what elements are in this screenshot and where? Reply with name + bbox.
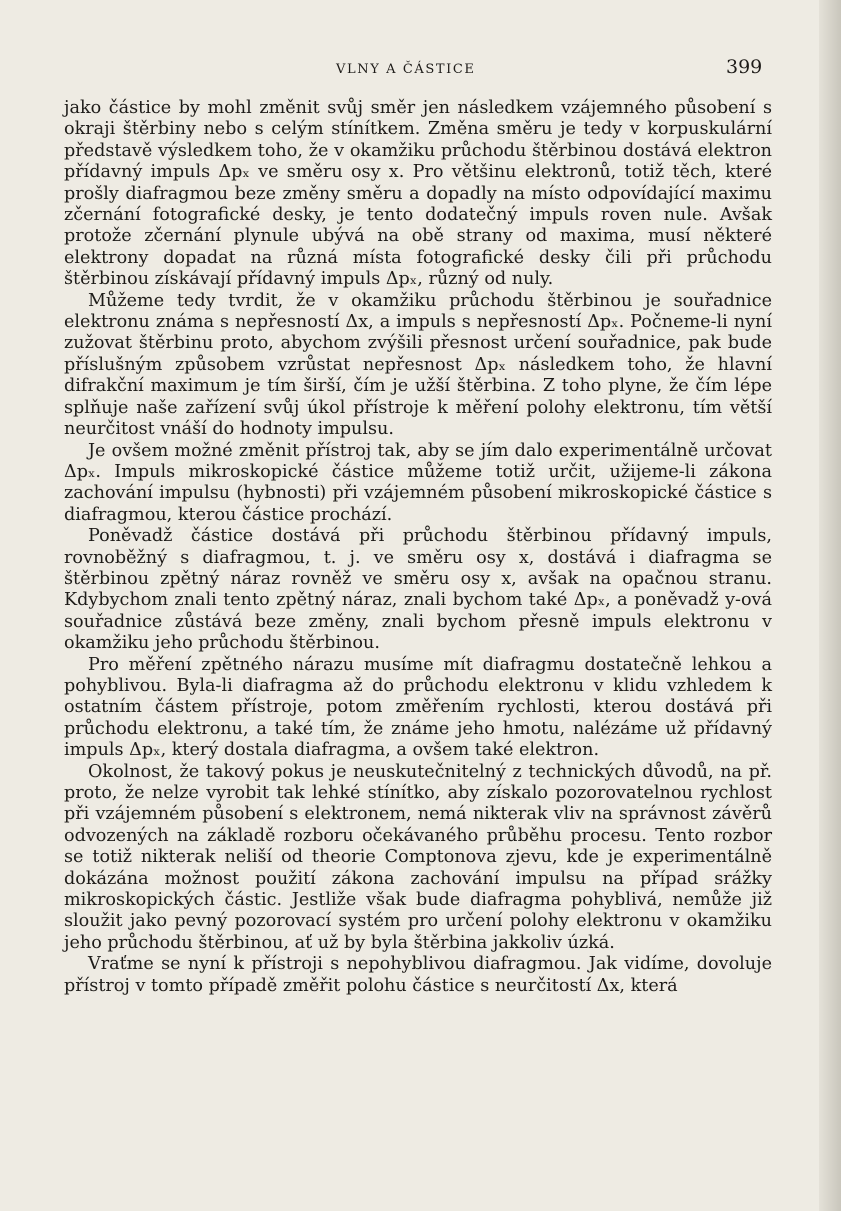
paragraph: Můžeme tedy tvrdit, že v okamžiku průchodu štěrbinou je souřadnice elektronu známa s nepřesností Δx, a impuls s nepřesností Δpₓ. Počneme-li nyní zužovat štěrbinu proto, abychom zvýšili přesnost určení souřadnice, pak bude příslušným způsobem vzrůstat nepřesnost Δpₓ následkem toho, že hlavní difrakční maximum je tím širší, čím je užší štěrbina. Z toho plyne, že čím lépe splňuje naše zařízení svůj úkol přístroje k měření polohy elektronu, tím větší neurčitost vnáší do hodnoty impulsu.: [64, 290, 772, 440]
paragraph: Okolnost, že takový pokus je neuskutečnitelný z technických důvodů, na př. proto, že nelze vyrobit tak lehké stínítko, aby získalo pozorovatelnou rychlost při vzájemném působení s elektronem, nemá nikterak vliv na správnost závěrů odvozených na základě rozboru očekávaného průběhu procesu. Tento rozbor se totiž nikterak neliší od theorie Comptonova zjevu, kde je experimentálně dokázána možnost použití zákona zachování impulsu na případ srážky mikroskopických částic. Jestliže však bude diafragma pohyblivá, nemůže již sloužit jako pevný pozorovací systém pro určení polohy elektronu v okamžiku jeho průchodu štěrbinou, ať už by byla štěrbina jakkoliv úzká.: [64, 761, 772, 953]
paragraph: Je ovšem možné změnit přístroj tak, aby se jím dalo experimentálně určovat Δpₓ. Impuls mikroskopické částice můžeme totiž určit, užijeme-li zákona zachování impulsu (hybnosti) při vzájemném působení mikroskopické částice s diafragmou, kterou částice prochází.: [64, 440, 772, 525]
page-edge-shadow: [819, 0, 841, 1211]
page-number: 399: [726, 56, 763, 78]
paragraph: Pro měření zpětného nárazu musíme mít diafragmu dostatečně lehkou a pohyblivou. Byla-li diafragma až do průchodu elektronu v klidu vzhledem k ostatním částem přístroje, potom změřením rychlosti, kterou dostává při průchodu elektronu, a také tím, že známe jeho hmotu, nalézáme už přídavný impuls Δpₓ, který dostala diafragma, a ovšem také elektron.: [64, 654, 772, 761]
paragraph: jako částice by mohl změnit svůj směr jen následkem vzájemného působení s okraji štěrbiny nebo s celým stínítkem. Změna směru je tedy v korpuskulární představě výsledkem toho, že v okamžiku průchodu štěrbinou dostává elektron přídavný impuls Δpₓ ve směru osy x. Pro většinu elektronů, totiž těch, které prošly diafragmou beze změny směru a dopadly na místo odpovídající maximu zčernání fotografické desky, je tento dodatečný impuls roven nule. Avšak protože zčernání plynule ubývá na obě strany od maxima, musí některé elektrony dopadat na různá místa fotografické desky čili při průchodu štěrbinou získávají přídavný impuls Δpₓ, různý od nuly.: [64, 98, 772, 290]
running-head: VLNY A ČÁSTICE: [336, 62, 476, 77]
paragraph: Vraťme se nyní k přístroji s nepohyblivou diafragmou. Jak vidíme, dovoluje přístroj v tomto případě změřit polohu částice s neurčitostí Δx, která: [64, 954, 772, 996]
body-text: [64, 98, 772, 997]
page-header: [0, 56, 841, 86]
paragraph: Poněvadž částice dostává při průchodu štěrbinou přídavný impuls, rovnoběžný s diafragmou, t. j. ve směru osy x, dostává i diafragma se štěrbinou zpětný náraz rovněž ve směru osy x, avšak na opačnou stranu. Kdybychom znali tento zpětný náraz, znali bychom také Δpₓ, a poněvadž y-ová souřadnice zůstává beze změny, znali bychom přesně impuls elektronu v okamžiku jeho průchodu štěrbinou.: [64, 526, 772, 654]
